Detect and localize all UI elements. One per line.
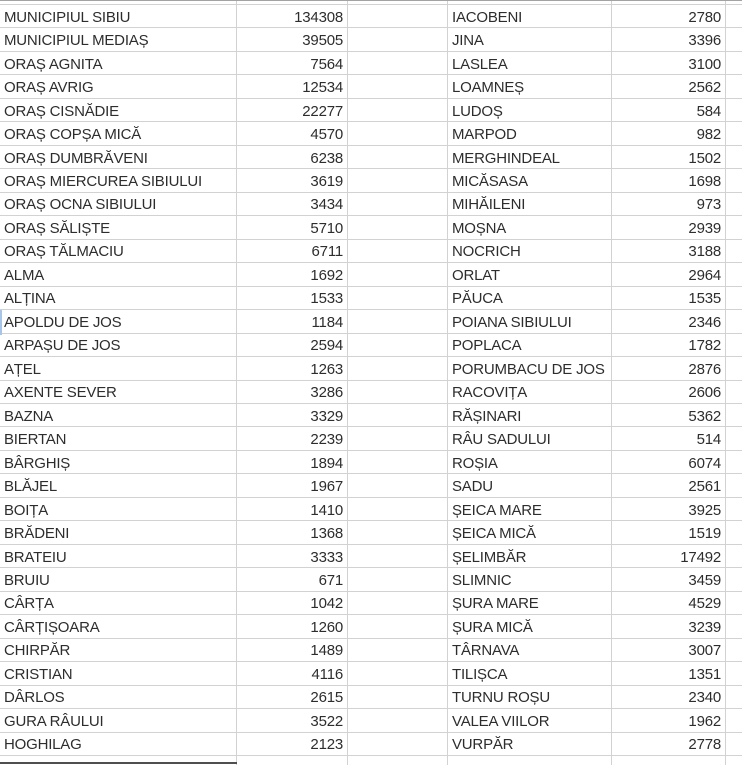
cell-locality-right[interactable]: LOAMNEȘ [448,75,612,98]
cell-edge-partial[interactable] [726,404,742,427]
cell-locality-right[interactable]: TÂRNAVA [448,639,612,662]
cell-population-right[interactable]: 973 [612,193,726,216]
cell-population-left[interactable]: 1184 [237,310,348,333]
cell-population-left[interactable]: 2239 [237,427,348,450]
cell-locality-left[interactable]: MUNICIPIUL SIBIU [0,5,237,28]
cell-population-left[interactable]: 7564 [237,52,348,75]
cell-population-left[interactable]: 6238 [237,146,348,169]
cell-locality-right[interactable]: MICĂSASA [448,169,612,192]
cell-locality-left[interactable]: GURA RÂULUI [0,709,237,732]
cell-locality-left[interactable]: ORAȘ MIERCUREA SIBIULUI [0,169,237,192]
cell-edge-partial[interactable] [726,5,742,28]
selection-edge-left [0,310,2,335]
cell-locality-left[interactable]: MUNICIPIUL MEDIAȘ [0,28,237,51]
cell-empty-gap[interactable] [348,404,448,427]
cell-locality-left[interactable]: APOLDU DE JOS [0,310,237,333]
cell-locality-left[interactable]: BOIȚA [0,498,237,521]
cell-population-left[interactable]: 1263 [237,357,348,380]
cell-locality-left[interactable]: BLĂJEL [0,474,237,497]
cell-locality-right[interactable]: MARPOD [448,122,612,145]
cell-population-right[interactable]: 2778 [612,733,726,756]
cell-empty-gap[interactable] [348,75,448,98]
cell-empty-gap[interactable] [348,357,448,380]
cell-population-left[interactable]: 12534 [237,75,348,98]
cell-locality-left[interactable]: AȚEL [0,357,237,380]
cell-edge-partial[interactable] [726,639,742,662]
cell-locality-right[interactable]: POIANA SIBIULUI [448,310,612,333]
cell-locality-left[interactable]: ORAȘ TĂLMACIU [0,240,237,263]
cell-locality-left[interactable]: ORAȘ SĂLIȘTE [0,216,237,239]
cell-locality-left[interactable]: BRUIU [0,568,237,591]
cell-population-right[interactable]: 2346 [612,310,726,333]
cell-edge-partial[interactable] [726,733,742,756]
cell-edge-partial[interactable] [726,263,742,286]
cell-population-right[interactable]: 1535 [612,287,726,310]
cell-population-right[interactable]: 2340 [612,686,726,709]
cell-locality-right[interactable]: MIHĂILENI [448,193,612,216]
cell-population-left[interactable]: 2123 [237,733,348,756]
cell-empty-gap[interactable] [348,99,448,122]
cell-empty-gap[interactable] [348,568,448,591]
cell-locality-right[interactable]: POPLACA [448,334,612,357]
cell-population-left[interactable]: 134308 [237,5,348,28]
cell-population-left[interactable]: 1410 [237,498,348,521]
cell-locality-right[interactable]: PORUMBACU DE JOS [448,357,612,380]
cell-edge-partial[interactable] [726,427,742,450]
cell-edge-partial[interactable] [726,287,742,310]
cell-edge-partial[interactable] [726,451,742,474]
cell-empty-gap[interactable] [348,686,448,709]
cell-locality-right[interactable]: RÂU SADULUI [448,427,612,450]
partial-cell-bottom [237,756,348,765]
cell-edge-partial[interactable] [726,216,742,239]
cell-locality-left[interactable]: ORAȘ AVRIG [0,75,237,98]
cell-locality-left[interactable]: ORAȘ COPȘA MICĂ [0,122,237,145]
cell-population-right[interactable]: 3239 [612,615,726,638]
cell-empty-gap[interactable] [348,122,448,145]
cell-population-right[interactable]: 1502 [612,146,726,169]
cell-locality-left[interactable]: BRATEIU [0,545,237,568]
cell-population-right[interactable]: 17492 [612,545,726,568]
cell-edge-partial[interactable] [726,474,742,497]
cell-empty-gap[interactable] [348,427,448,450]
cell-population-left[interactable]: 3329 [237,404,348,427]
cell-locality-right[interactable]: VALEA VIILOR [448,709,612,732]
cell-empty-gap[interactable] [348,146,448,169]
cell-population-right[interactable]: 2876 [612,357,726,380]
cell-locality-right[interactable]: IACOBENI [448,5,612,28]
cell-population-left[interactable]: 1894 [237,451,348,474]
cell-edge-partial[interactable] [726,686,742,709]
partial-cell-bottom [612,756,726,765]
cell-population-right[interactable]: 982 [612,122,726,145]
cell-empty-gap[interactable] [348,52,448,75]
cell-locality-right[interactable]: ROȘIA [448,451,612,474]
cell-edge-partial[interactable] [726,592,742,615]
cell-population-left[interactable]: 671 [237,568,348,591]
cell-population-right[interactable]: 514 [612,427,726,450]
cell-edge-partial[interactable] [726,498,742,521]
cell-locality-left[interactable]: CÂRȚIȘOARA [0,615,237,638]
cell-locality-right[interactable]: VURPĂR [448,733,612,756]
cell-edge-partial[interactable] [726,521,742,544]
cell-locality-left[interactable]: BÂRGHIȘ [0,451,237,474]
cell-locality-left[interactable]: CRISTIAN [0,662,237,685]
cell-edge-partial[interactable] [726,568,742,591]
cell-population-right[interactable]: 2606 [612,381,726,404]
cell-locality-right[interactable]: NOCRICH [448,240,612,263]
cell-locality-right[interactable]: ORLAT [448,263,612,286]
cell-locality-left[interactable]: ORAȘ CISNĂDIE [0,99,237,122]
cell-locality-left[interactable]: ORAȘ OCNA SIBIULUI [0,193,237,216]
cell-empty-gap[interactable] [348,287,448,310]
cell-empty-gap[interactable] [348,639,448,662]
cell-empty-gap[interactable] [348,310,448,333]
cell-population-left[interactable]: 4570 [237,122,348,145]
cell-population-right[interactable]: 3188 [612,240,726,263]
cell-locality-right[interactable]: TURNU ROȘU [448,686,612,709]
cell-edge-partial[interactable] [726,545,742,568]
cell-locality-right[interactable]: LASLEA [448,52,612,75]
cell-locality-left[interactable]: ALMA [0,263,237,286]
cell-locality-right[interactable]: MERGHINDEAL [448,146,612,169]
cell-population-right[interactable]: 2964 [612,263,726,286]
cell-population-left[interactable]: 3286 [237,381,348,404]
cell-population-left[interactable]: 3333 [237,545,348,568]
cell-population-right[interactable]: 3396 [612,28,726,51]
cell-population-right[interactable]: 3100 [612,52,726,75]
cell-population-left[interactable]: 22277 [237,99,348,122]
cell-edge-partial[interactable] [726,75,742,98]
partial-cell-bottom [448,756,612,765]
cell-edge-partial[interactable] [726,334,742,357]
cell-population-right[interactable]: 5362 [612,404,726,427]
cell-population-left[interactable]: 5710 [237,216,348,239]
cell-empty-gap[interactable] [348,709,448,732]
cell-empty-gap[interactable] [348,451,448,474]
cell-locality-left[interactable]: CÂRȚA [0,592,237,615]
cell-empty-gap[interactable] [348,545,448,568]
cell-locality-right[interactable]: MOȘNA [448,216,612,239]
cell-empty-gap[interactable] [348,381,448,404]
cell-population-left[interactable]: 39505 [237,28,348,51]
cell-empty-gap[interactable] [348,169,448,192]
bottom-cut-selection-border [0,762,237,764]
cell-population-right[interactable]: 2561 [612,474,726,497]
cell-empty-gap[interactable] [348,216,448,239]
cell-empty-gap[interactable] [348,733,448,756]
partial-cell-bottom [348,756,448,765]
cell-locality-left[interactable]: BAZNA [0,404,237,427]
cell-locality-left[interactable]: ORAȘ DUMBRĂVENI [0,146,237,169]
cell-edge-partial[interactable] [726,28,742,51]
cell-population-left[interactable]: 3619 [237,169,348,192]
cell-edge-partial[interactable] [726,381,742,404]
cell-population-left[interactable]: 3522 [237,709,348,732]
cell-locality-left[interactable]: DÂRLOS [0,686,237,709]
cell-population-right[interactable]: 1519 [612,521,726,544]
cell-locality-right[interactable]: SLIMNIC [448,568,612,591]
cell-locality-right[interactable]: TILIȘCA [448,662,612,685]
cell-population-right[interactable]: 4529 [612,592,726,615]
cell-population-left[interactable]: 2594 [237,334,348,357]
cell-locality-right[interactable]: ȘEICA MARE [448,498,612,521]
cell-empty-gap[interactable] [348,498,448,521]
cell-locality-right[interactable]: ȘURA MARE [448,592,612,615]
cell-empty-gap[interactable] [348,474,448,497]
cell-locality-right[interactable]: RĂȘINARI [448,404,612,427]
cell-population-left[interactable]: 1260 [237,615,348,638]
cell-population-right[interactable]: 2939 [612,216,726,239]
cell-empty-gap[interactable] [348,263,448,286]
cell-locality-right[interactable]: LUDOȘ [448,99,612,122]
top-cut-gridline [0,0,742,1]
cell-population-right[interactable]: 2780 [612,5,726,28]
cell-edge-partial[interactable] [726,99,742,122]
cell-locality-right[interactable]: ȘURA MICĂ [448,615,612,638]
cell-empty-gap[interactable] [348,240,448,263]
cell-population-right[interactable]: 3007 [612,639,726,662]
cell-population-left[interactable]: 1368 [237,521,348,544]
cell-locality-left[interactable]: ORAȘ AGNITA [0,52,237,75]
cell-empty-gap[interactable] [348,5,448,28]
cell-population-right[interactable]: 2562 [612,75,726,98]
cell-population-left[interactable]: 1042 [237,592,348,615]
cell-locality-left[interactable]: AXENTE SEVER [0,381,237,404]
cell-population-right[interactable]: 3459 [612,568,726,591]
cell-edge-partial[interactable] [726,709,742,732]
cell-edge-partial[interactable] [726,52,742,75]
cell-empty-gap[interactable] [348,662,448,685]
cell-population-left[interactable]: 4116 [237,662,348,685]
cell-population-left[interactable]: 6711 [237,240,348,263]
cell-population-left[interactable]: 3434 [237,193,348,216]
cell-population-right[interactable]: 1782 [612,334,726,357]
cell-empty-gap[interactable] [348,28,448,51]
cell-edge-partial[interactable] [726,169,742,192]
cell-population-right[interactable]: 1698 [612,169,726,192]
cell-empty-gap[interactable] [348,615,448,638]
cell-edge-partial[interactable] [726,615,742,638]
cell-locality-right[interactable]: RACOVIȚA [448,381,612,404]
cell-population-right[interactable]: 6074 [612,451,726,474]
cell-locality-right[interactable]: SADU [448,474,612,497]
cell-locality-left[interactable]: BIERTAN [0,427,237,450]
partial-cell-bottom [726,756,742,765]
cell-population-right[interactable]: 584 [612,99,726,122]
cell-population-right[interactable]: 1351 [612,662,726,685]
cell-edge-partial[interactable] [726,662,742,685]
cell-population-left[interactable]: 2615 [237,686,348,709]
cell-locality-left[interactable]: ARPAȘU DE JOS [0,334,237,357]
cell-population-left[interactable]: 1692 [237,263,348,286]
cell-locality-right[interactable]: ȘEICA MICĂ [448,521,612,544]
cell-locality-right[interactable]: ȘELIMBĂR [448,545,612,568]
cell-edge-partial[interactable] [726,357,742,380]
cell-empty-gap[interactable] [348,521,448,544]
cell-edge-partial[interactable] [726,310,742,333]
cell-population-left[interactable]: 1967 [237,474,348,497]
cell-population-left[interactable]: 1533 [237,287,348,310]
cell-edge-partial[interactable] [726,193,742,216]
cell-locality-right[interactable]: JINA [448,28,612,51]
cell-empty-gap[interactable] [348,334,448,357]
cell-edge-partial[interactable] [726,122,742,145]
cell-locality-left[interactable]: HOGHILAG [0,733,237,756]
cell-locality-right[interactable]: PĂUCA [448,287,612,310]
cell-edge-partial[interactable] [726,146,742,169]
cell-population-right[interactable]: 1962 [612,709,726,732]
cell-empty-gap[interactable] [348,193,448,216]
cell-locality-left[interactable]: CHIRPĂR [0,639,237,662]
cell-empty-gap[interactable] [348,592,448,615]
cell-edge-partial[interactable] [726,240,742,263]
cell-locality-left[interactable]: BRĂDENI [0,521,237,544]
cell-locality-left[interactable]: ALȚINA [0,287,237,310]
cell-population-right[interactable]: 3925 [612,498,726,521]
cell-population-left[interactable]: 1489 [237,639,348,662]
